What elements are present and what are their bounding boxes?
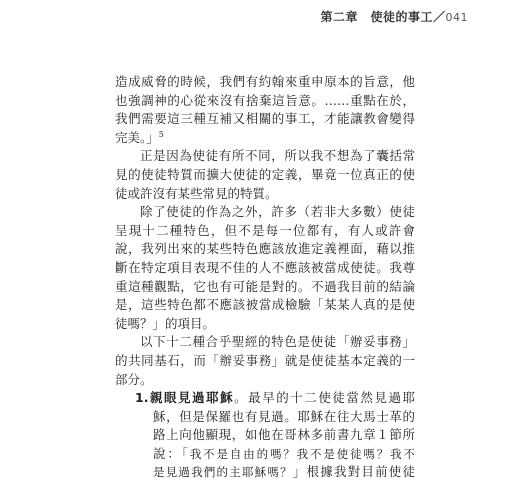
page-number: 041 — [445, 11, 468, 24]
text-line: 斷在特定項目表現不佳的人不應該被當成使徒。我尊 — [115, 259, 415, 275]
text-line: 以下十二種合乎聖經的特色是使徒「辦妥事務」 — [140, 334, 415, 350]
text-span: 完美。」 — [115, 129, 159, 145]
running-header — [320, 8, 468, 25]
text-line: 的共同基石，而「辦妥事務」就是使徒基本定義的一 — [115, 352, 415, 368]
text-line: 呈現十二種特色，但不是每一位都有，有人或許會 — [115, 222, 415, 238]
text-line — [135, 445, 415, 464]
text-line: 部分。 — [115, 371, 153, 387]
item-number: 1. — [135, 390, 149, 406]
item-title: 親眼見過耶穌 — [148, 390, 235, 406]
header-slash: ／ — [432, 10, 446, 24]
text-line: 除了使徒的作為之外，許多（若非大多數）使徒 — [140, 204, 415, 220]
scripture-quote: 我不是自由的嗎？我不是使徒嗎？我不 — [189, 446, 415, 461]
paragraph-twelve-traits — [115, 203, 415, 333]
footnote-marker: 5 — [158, 129, 164, 139]
text-span: 說：「 — [153, 445, 190, 461]
text-line: 見的使徒特質而擴大使徒的定義，畢竟一位真正的使 — [115, 166, 415, 182]
text-span: 」根據我對目前使徒 — [292, 464, 415, 480]
text-line: 穌，但是保羅也有見過。耶穌在往大馬士革的 — [153, 408, 415, 424]
scripture-quote: 是見過我們的主耶穌嗎？ — [153, 465, 293, 480]
text-line: 說，我列出來的某些特色應該放進定義裡面，藉以推 — [115, 241, 415, 257]
text-line: 重這種觀點，它也有可能是對的。不過我目前的結論 — [115, 278, 415, 294]
text-line — [135, 389, 415, 408]
text-line: 造成威脅的時候，我們有約翰來重申原本的旨意，他 — [115, 74, 415, 89]
text-line — [115, 129, 415, 148]
chapter-title: 第二章 使徒的事工 — [320, 10, 433, 24]
text-line: 路上向他顯現，如他在哥林多前書九章１節所 — [153, 427, 415, 443]
text-line — [135, 463, 415, 482]
paragraph-apostle-differences — [115, 147, 415, 203]
text-line: 我們需要這三種互補又相關的事工，才能讓教會變得 — [115, 111, 415, 127]
text-line: 徒嗎？」的項目。 — [115, 315, 216, 331]
text-span: 。最早的十二使徒當然見過耶 — [234, 390, 415, 406]
text-line: 也強調神的心從來沒有捨棄這旨意。……重點在於， — [115, 92, 415, 108]
text-line: 正是因為使徒有所不同，所以我不想為了囊括常 — [140, 148, 415, 164]
body-text — [115, 73, 415, 482]
text-line: 徒或許沒有某些常見的特質。 — [115, 185, 278, 201]
list-item-saw-jesus — [135, 389, 415, 482]
paragraph-quote-end — [115, 73, 415, 147]
text-line: 是，這些特色都不應該被當成檢驗「某某人真的是使 — [115, 297, 415, 313]
paragraph-foundation — [115, 333, 415, 389]
